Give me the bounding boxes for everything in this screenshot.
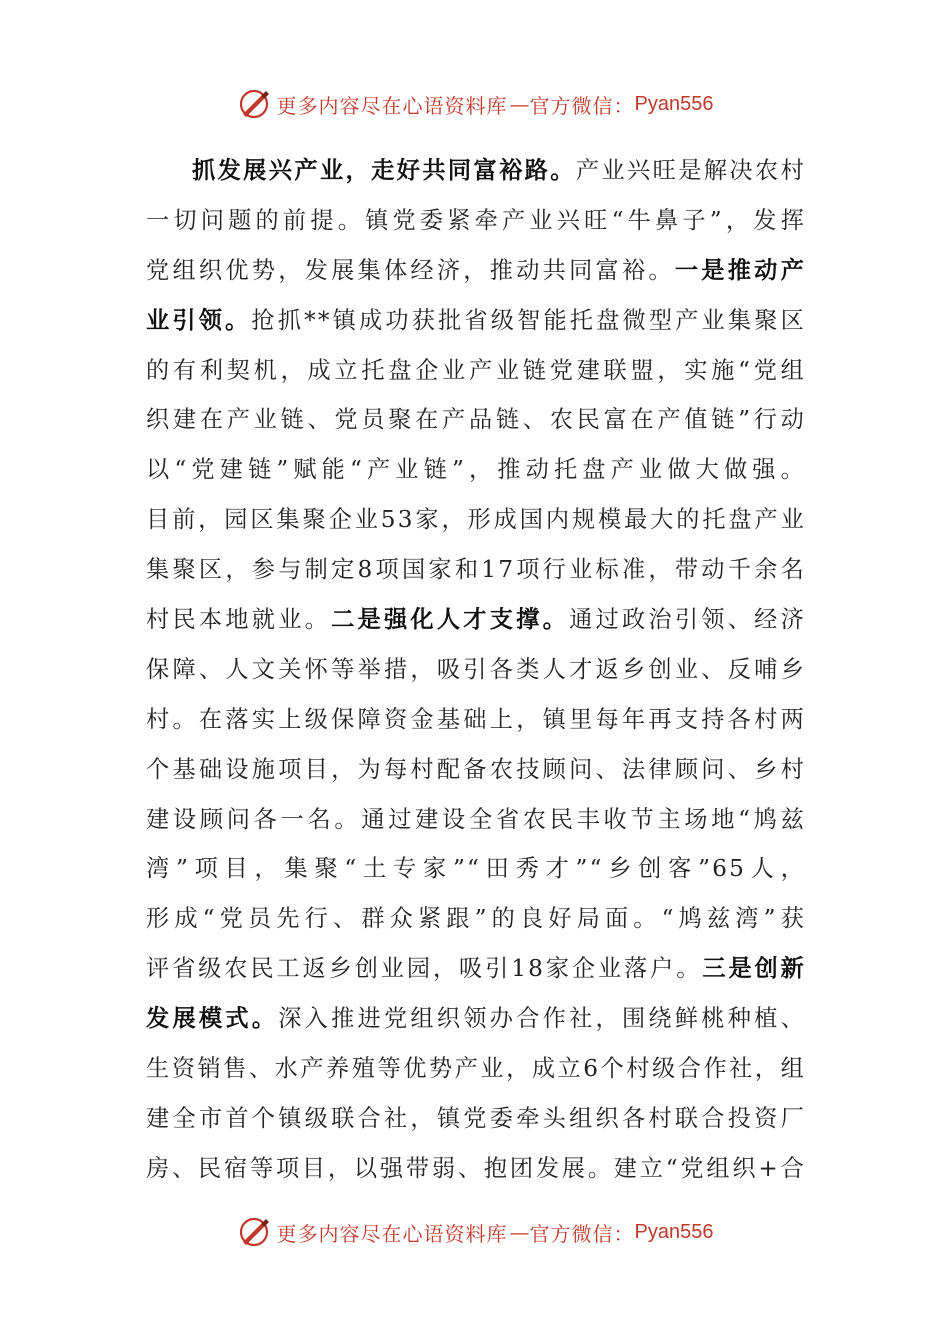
body-text: 一切问题的前提。镇党委紧牵产业兴旺“牛鼻子”，发挥: [146, 206, 806, 234]
watermark-separator: —: [509, 92, 528, 116]
watermark-wechat-id: Pyan556: [634, 92, 714, 115]
text-line: [146, 645, 806, 695]
text-line: [146, 595, 806, 645]
bold-heading-text: 业引领。: [146, 306, 252, 334]
body-text: 建全市首个镇级联合社，镇党委牵头组织各村联合投资厂: [146, 1104, 806, 1132]
text-line: [146, 745, 806, 795]
text-line: [146, 346, 806, 396]
body-text: 形成“党员先行、群众紧跟”的良好局面。“鸠兹湾”获: [146, 905, 806, 933]
body-text: 房、民宿等项目，以强带弱、抱团发展。建立“党组织+合: [146, 1154, 806, 1182]
bold-heading-text: 发展模式。: [146, 1005, 279, 1033]
body-text: 湾”项目，集聚“土专家”“田秀才”“乡创客”65人，: [146, 855, 806, 883]
body-text: 评省级农民工返乡创业园，吸引18家企业落户。: [146, 955, 703, 983]
text-line: [146, 894, 806, 944]
watermark-wechat-label: 官方微信：: [529, 1221, 635, 1246]
watermark-separator: —: [509, 1220, 528, 1244]
body-text: 的有利契机，成立托盘企业产业链党建联盟，实施“党组: [146, 356, 806, 384]
text-line: [146, 296, 806, 346]
bold-heading-text: 一是推动产: [674, 256, 806, 284]
body-text: 织建在产业链、党员聚在产品链、农民富在产值链”行动: [146, 406, 806, 434]
body-text: 个基础设施项目，为每村配备农技顾问、法律顾问、乡村: [146, 755, 806, 783]
body-text: 通过政治引领、经济: [569, 606, 806, 634]
document-body: [146, 146, 806, 1194]
body-text: 集聚区，参与制定8项国家和17项行业标准，带动千余名: [146, 556, 806, 584]
text-line: [146, 1144, 806, 1194]
body-text: 村民本地就业。: [146, 606, 332, 634]
pen-logo-icon: [237, 87, 271, 121]
body-text: 村。在落实上级保障资金基础上，镇里每年再支持各村两: [146, 705, 806, 733]
watermark-text: 更多内容尽在心语资料库: [276, 1221, 508, 1246]
text-line: [146, 196, 806, 246]
body-text: 生资销售、水产养殖等优势产业，成立6个村级合作社，组: [146, 1055, 806, 1083]
text-line: [146, 944, 806, 994]
body-text: 保障、人文关怀等举措，吸引各类人才返乡创业、反哺乡: [146, 655, 806, 683]
watermark-footer: [0, 1212, 950, 1252]
text-line: [146, 695, 806, 745]
text-line: [146, 844, 806, 894]
body-text: 党组织优势，发展集体经济，推动共同富裕。: [146, 256, 675, 284]
bold-heading-text: 抓发展兴产业，走好共同富裕路。: [192, 157, 576, 184]
text-line: [146, 395, 806, 445]
text-line: [146, 146, 806, 196]
watermark-wechat-id: Pyan556: [634, 1220, 714, 1243]
bold-heading-text: 三是创新: [702, 955, 806, 983]
body-text: 建设顾问各一名。通过建设全省农民丰收节主场地“鸠兹: [146, 805, 806, 833]
text-line: [146, 445, 806, 495]
body-text: 以“党建链”赋能“产业链”，推动托盘产业做大做强。: [146, 456, 806, 484]
text-line: [146, 1094, 806, 1144]
text-line: [146, 246, 806, 296]
text-line: [146, 795, 806, 845]
body-text: 抢抓**镇成功获批省级智能托盘微型产业集聚区: [251, 306, 806, 334]
body-text: 深入推进党组织领办合作社，围绕鲜桃种植、: [278, 1005, 806, 1033]
watermark-header: [0, 84, 950, 124]
pen-logo-icon: [237, 1215, 271, 1249]
watermark-text: 更多内容尽在心语资料库: [276, 93, 508, 118]
text-line: [146, 545, 806, 595]
text-line: [146, 495, 806, 545]
text-line: [146, 994, 806, 1044]
body-text: 目前，园区集聚企业53家，形成国内规模最大的托盘产业: [146, 506, 806, 534]
text-line: [146, 1044, 806, 1094]
watermark-wechat-label: 官方微信：: [529, 93, 635, 118]
body-text: 产业兴旺是解决农村: [575, 157, 806, 184]
bold-heading-text: 二是强化人才支撑。: [331, 606, 570, 634]
